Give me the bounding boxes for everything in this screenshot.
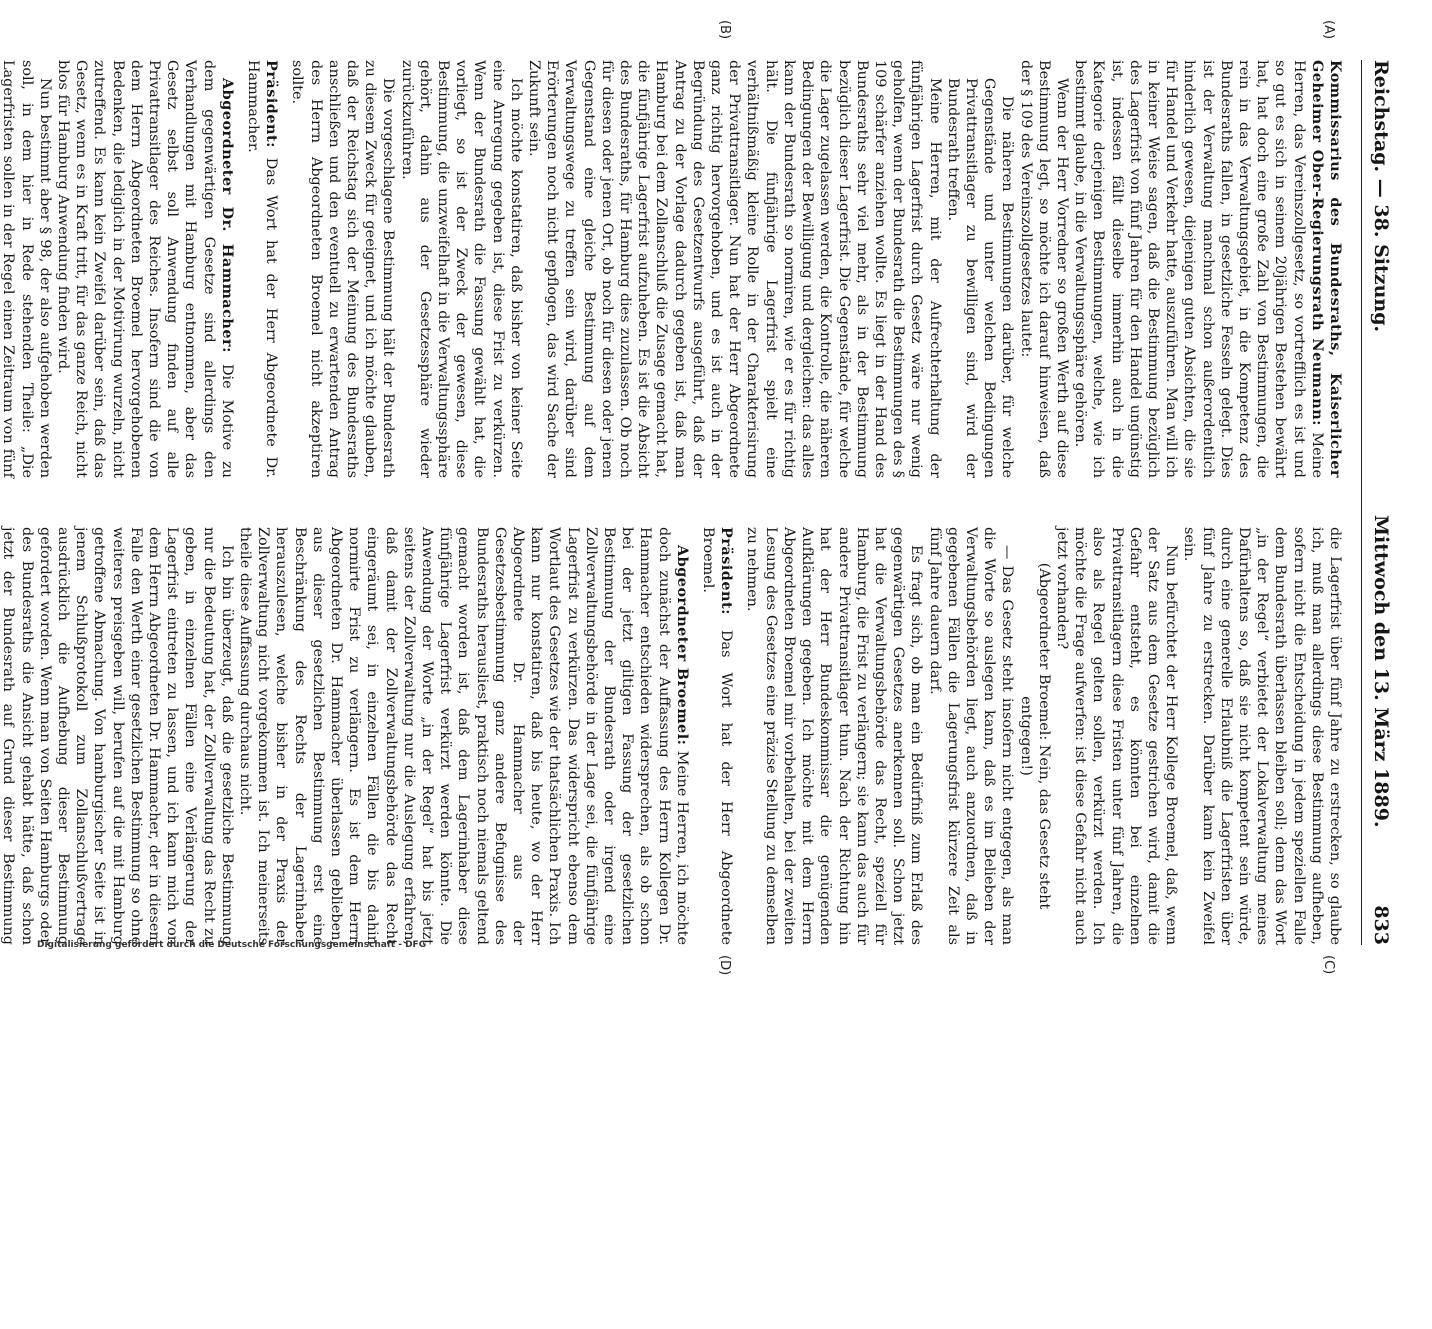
paragraph-text: Meine Herren, ich möchte doch zunächst der Auffassung des Herrn Kollegen Dr. Hammacher entschieden widersprechen, als ob schon bei der jetzt giltigen Fassung der gesetzlichen Bestimmung der Bundesrath oder irgend eine Zollverwaltungsbehörde in der Lage sei, die fünfjährige Lagerfrist zu verkürzen. Das widerspricht ebenso dem Wortlaut des Gesetzes wie der thatsächlichen Praxis. Ich kann nur konstatiren, daß bis heute, wo der Herr Abgeordnete Dr. Hammacher aus der Gesetzesbestimmung ganz andere Befugnisse des Bundesraths herausliest, praktisch noch niemals geltend gemacht worden ist, daß dem Lagerinhaber diese fünfjährige Lagerfrist verkürzt werden könnte. Die Anwendung der Worte „in der Regel“ hat bis jetzt seitens der Zollverwaltung nur die Auslegung erfahren, daß damit der Zollverwaltungsbehörde das Recht eingeräumt sei, in einzelnen Fällen die bis dahin normirte Frist zu verlängern. Es ist dem Herrn Abgeordneten Dr. Hammacher überlassen geblieben, aus dieser gesetzlichen Bestimmung erst eine Beschränkung des Rechts der Lagerinhaber herauszulesen, welche bisher in der Praxis der Zollverwaltung nicht vorgekommen ist. Ich meinerseits theile diese Auffassung durchaus nicht.: [237, 527, 690, 945]
page-number: 833: [1370, 905, 1392, 945]
header-left: Reichstag. — 38. Sitzung.: [1370, 60, 1392, 333]
paragraph-text: Es fragt sich, ob man ein Bedürfniß zum Erlaß des gegenwärtigen Gesetzes anerkennen soll. Schon jetzt hat die Verwaltungsbehörde das Recht, speziell für Hamburg, die Frist zu verlängern; sie kann das auch für andere Privattransitlager thun. Nach der Richtung hin hat der Herr Bundeskommissar die genügenden Aufklärungen gegeben. Ich möchte mit dem Herrn Abgeordneten Broemel mir vorbehalten, bei der zweiten Lesung des Gesetzes eine präzise Stellung zu demselben zu nehmen.: [744, 527, 925, 945]
left-column: [0, 60, 1344, 479]
speaker-name: Präsident:: [718, 527, 736, 615]
paragraph-text: Die vorgeschlagene Bestimmung hält der Bundesrath zu diesem Zweck für geeignet, und ich möchte glauben, daß der Reichstag sich der Meinung des Bundesraths anschließen und den eventuell zu erwartenden Antrag des Herrn Abgeordneten Broemel nicht akzeptiren sollte.: [289, 60, 397, 478]
quotation: [944, 78, 1017, 478]
paragraph: [54, 60, 236, 478]
interjection: [1016, 527, 1052, 945]
page-header: [1361, 60, 1396, 945]
speaker-name: Präsident:: [263, 60, 281, 148]
paragraph-text: Ich möchte konstatiren, daß bisher von keiner Seite eine Anregung gegeben ist, diese Frist zu verkürzen. Wenn der Bundesrath die Fassung gewählt hat, die vorliegt, so ist der Zweck der gewesen, diese Bestimmung, die unzweifelhaft in die Verwaltungssphäre gehört, dahin aus der Gesetzessphäre wieder zurückzuführen.: [398, 60, 524, 478]
paragraph: [743, 527, 925, 945]
paragraph: [397, 60, 524, 478]
paragraph: [0, 527, 236, 945]
margin-marker-d: (D): [717, 955, 732, 976]
speaker-name: Kommissarius des Bundesraths, Kaiserlicher Geheimer Ober-Regierungsrath Neumann:: [1308, 60, 1344, 478]
paragraph-text: die Lagerfrist über fünf Jahre zu erstrecken, so glaube ich, muß man allerdings diese Bestimmung aufheben, sofern nicht die Entscheidung in jedem speziellen Falle dem Bundesrath überlassen bleiben soll; denn das Wort „in der Regel“ verbietet der Lokalverwaltung meines Dafürhaltens so, daß sie nicht kompetent sein würde, durch eine generelle Erlaubniß die Lagerfristen über fünf Jahre zu erstrecken. Darüber kann kein Zweifel sein.: [1181, 527, 1343, 945]
margin-marker-a: (A): [1321, 20, 1336, 40]
paragraph: [925, 527, 1016, 945]
paragraph: [525, 60, 944, 478]
speaker-name: Abgeordneter Dr. Hammacher:: [218, 78, 236, 353]
paragraph: [1071, 60, 1344, 478]
paragraph-text: Meine Herren, mit der Aufrechterhaltung der fünfjährigen Lagerfrist durch Gesetz wäre nur wenig geholfen, wenn der Bundesrath die Bestimmungen des § 109 schärfer anziehen wollte. Es liegt in der Hand des Bundesraths sehr viel mehr, als in der Bestimmung bezüglich dieser Lagerfrist. Die Gegenstände, für welche die Lager zugelassen werden, die Kontrolle, die näheren Bedingungen der Bewilligung und dergleichen: das alles kann der Bundesrath so normiren, wie er es für richtig hält. Die fünfjährige Lagerfrist spielt eine verhältnißmäßig kleine Rolle in der Charakterisirung der Privattransitlager. Nun hat der Herr Abgeordnete ganz richtig hervorgehoben, und es ist auch in der Begründung des Gesetzentwurfs ausgeführt, daß der Antrag zu der Vorlage dadurch gegeben ist, daß man Hamburg bei dem Zollanschluß die Zusage gemacht hat, die fünfjährige Lagerfrist aufzuheben. Es ist die Absicht des Bundesraths, für Hamburg dies zuzulassen. Ob noch für diesen oder jenen Ort, ob noch für diesen oder jenen Gegenstand eine gleiche Bestimmung auf dem Verwaltungswege zu treffen sein wird, darüber sind Erörterungen noch nicht gepflogen, das wird Sache der Zukunft sein.: [526, 60, 943, 478]
paragraph-text: — Das Gesetz steht insofern nicht entgegen, als man die Worte so auslegen kann, daß es im Belieben der Verwaltungsbehörden liegt, auch anzuordnen, daß in gegebenen Fällen die Lagerungsfrist kürzere Zeit als fünf Jahre dauern darf.: [926, 527, 1016, 945]
paragraph: [1053, 527, 1180, 945]
paragraph-text: Wenn der Herr Vorredner so großen Werth auf diese Bestimmung legt, so möchte ich darauf hinweisen, daß der § 109 des Vereinszollgesetzes lautet:: [1017, 60, 1070, 478]
paragraph: [236, 527, 691, 945]
margin-marker-c: (C): [1321, 955, 1336, 975]
paragraph: [0, 60, 54, 478]
margin-marker-b: (B): [717, 20, 732, 40]
president-line: [699, 527, 735, 945]
paragraph-text: Ich bin überzeugt, daß die gesetzliche Bestimmung nur die Bedeutung hat, der Zollverwaltung das Recht zu geben, in einzelnen Fällen eine Verlängerung der Lagerfrist eintreten zu lassen, und ich kann mich von dem Herrn Abgeordneten Dr. Hammacher, der in diesem Falle den Werth einer gesetzlichen Bestimmung so ohne weiteres preisgeben will, berufen auf die mit Hamburg getroffene Abmachung. Von hamburgischer Seite ist in jenem Schlußprotokoll zum Zollanschlußvertrage ausdrücklich die Aufhebung dieser Bestimmung gefordert worden. Wenn man von Seiten Hamburgs oder des Bundesraths die Ansicht gehabt hätte, daß schon jetzt der Bundesrath auf Grund dieser Bestimmung: [0, 527, 235, 945]
paragraph-text: Nun befürchtet der Herr Kollege Broemel, daß, wenn der Satz aus dem Gesetze gestrichen wird, damit die Gefahr entsteht, es könnten bei einzelnen Privattransitlagern diese Fristen unter fünf Jahren, die also als Regel gelten sollen, verkürzt werden. Ich möchte die Frage aufwerfen: ist diese Gefahr nicht auch jetzt vorhanden?: [1053, 527, 1180, 945]
paragraph-text: Das Wort hat der Herr Abgeordnete Dr. Hammacher.: [245, 60, 280, 478]
president-line: [244, 60, 280, 478]
digitization-credit: [27, 940, 427, 950]
paragraph-text: Nun bestimmt aber § 98, der also aufgehoben werden soll, in dem hier in Rede stehenden Theile: „Die Lagerfristen sollen in der Regel einen Zeitraum von fünf: [0, 60, 53, 478]
paragraph-text: Meine Herren, das Vereinszollgesetz, so vortrefflich es ist und so gut es sich in seinem 20jährigen Bestehen bewährt hat, hat doch eine große Zahl von Bestimmungen, die rein in das Verwaltungsgebiet, in die Kompetenz des Bundesraths fallen, in gesetzliche Fesseln gelegt. Dies ist der Verwaltung manchmal schon außerordentlich hinderlich gewesen, diejenigen guten Absichten, die sie für Handel und Verkehr hatte, auszuführen. Man will ich in keiner Weise sagen, daß die Bestimmung bezüglich des Lagerfrist von fünf Jahren für den Handel ungünstig ist, indessen fällt dieselbe immerhin auch in die Kategorie derjenigen Bestimmungen, welche, wie ich bestimmt glaube, in die Verwaltungssphäre gehören.: [1072, 60, 1325, 479]
paragraph-text: Das Wort hat der Herr Abgeordnete Broemel.: [700, 527, 735, 945]
paragraph-text: Die näheren Bestimmungen darüber, für welche Gegenstände und unter welchen Bedingungen Privattransitlager zu bewilligen sind, wird der Bundesrath treffen.: [944, 78, 1016, 478]
paragraph: [1180, 527, 1344, 945]
paragraph-text: (Abgeordneter Broemel: Nein, das Gesetz steht entgegen!): [1017, 562, 1052, 910]
paragraph: [1016, 60, 1071, 478]
paragraph: [288, 60, 397, 478]
paragraph-text: Die Motive zu dem gegenwärtigen Gesetze sind allerdings den Verhandlungen mit Hamburg entnommen, aber das Gesetz selbst soll Anwendung finden auf alle Privattransitlager des Reiches. Insofern sind die von dem Herrn Abgeordneten Broemel hervorgehobenen Bedenken, die lediglich in der Motivirung wurzeln, nicht zutreffend. Es kann kein Zweifel darüber sein, daß das Gesetz, wenn es in Kraft tritt, für das ganze Reich, nicht blos für Hamburg Anwendung finden wird.: [54, 60, 235, 478]
header-date: Mittwoch den 13. März 1889.: [1370, 515, 1392, 828]
speaker-name: Abgeordneter Broemel:: [673, 545, 691, 746]
credit-text: Digitalisierung gefördert durch die Deutsche Forschungsgemeinschaft - DFG: [37, 940, 427, 950]
